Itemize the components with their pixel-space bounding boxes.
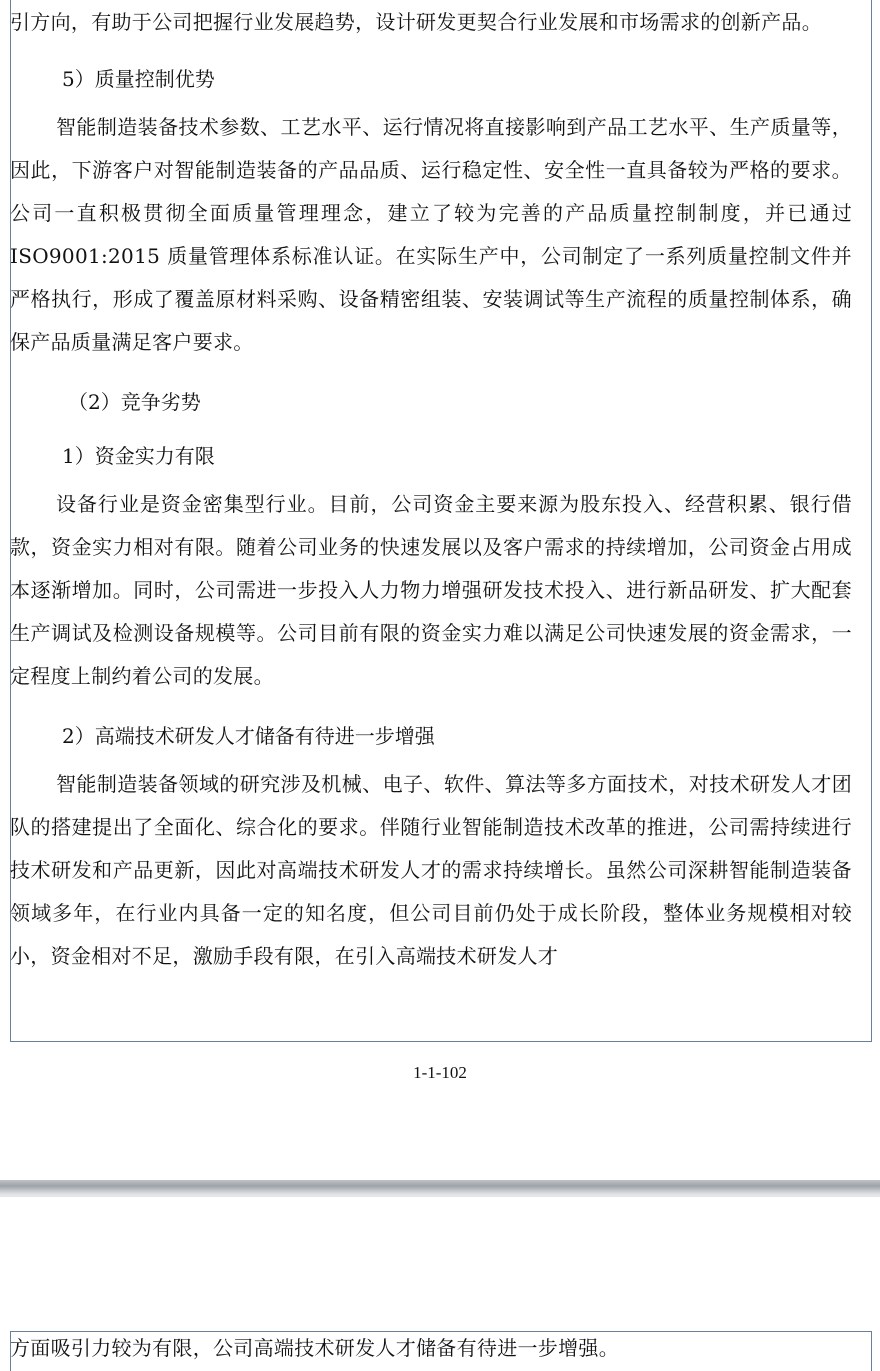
section-heading-talent-reserve: 2）高端技术研发人才储备有待进一步增强 — [62, 724, 435, 748]
page-text-block — [10, 1328, 852, 1368]
paragraph-talent-reserve: 智能制造装备领域的研究涉及机械、电子、软件、算法等多方面技术，对技术研发人才团队的搭建提出了全面化、综合化的要求。伴随行业智能制造技术改革的推进，公司需持续进行技术研发和产品更新，因此对高端技术研发人才的需求持续增长。虽然公司深耕智能制造装备领域多年，在行业内具备一定的知名度，但公司目前仍处于成长阶段，整体业务规模相对较小，资金相对不足，激励手段有限，在引入高端技术研发人才 — [10, 772, 852, 968]
section-heading-limited-capital: 1）资金实力有限 — [62, 444, 215, 468]
section-heading-quality-control: 5）质量控制优势 — [62, 67, 215, 91]
page-number: 1-1-102 — [413, 1063, 467, 1082]
paragraph-continuation: 方面吸引力较为有限，公司高端技术研发人才储备有待进一步增强。 — [10, 1336, 619, 1360]
section-heading-competitive-disadvantages: （2）竞争劣势 — [68, 390, 201, 414]
paragraph-continuation: 引方向，有助于公司把握行业发展趋势，设计研发更契合行业发展和市场需求的创新产品。 — [10, 10, 822, 34]
paragraph-quality-control: 智能制造装备技术参数、工艺水平、运行情况将直接影响到产品工艺水平、生产质量等，因此，下游客户对智能制造装备的产品品质、运行稳定性、安全性一直具备较为严格的要求。公司一直积极贯彻全面质量管理理念，建立了较为完善的产品质量控制制度，并已通过 ISO9001:2015 质量管理体系标准认证。在实际生产中，公司制定了一系列质量控制文件并严格执行，形成了覆盖原材料采购、设备精密组装、安装调试等生产流程的质量控制体系，确保产品质量满足客户要求。 — [10, 115, 852, 354]
paragraph-limited-capital: 设备行业是资金密集型行业。目前，公司资金主要来源为股东投入、经营积累、银行借款，资金实力相对有限。随着公司业务的快速发展以及客户需求的持续增加，公司资金占用成本逐渐增加。同时，公司需进一步投入人力物力增强研发技术投入、进行新品研发、扩大配套生产调试及检测设备规模等。公司目前有限的资金实力难以满足公司快速发展的资金需求，一定程度上制约着公司的发展。 — [10, 492, 852, 688]
page-text-block — [10, 0, 852, 978]
document-page-bottom — [0, 1197, 880, 1360]
